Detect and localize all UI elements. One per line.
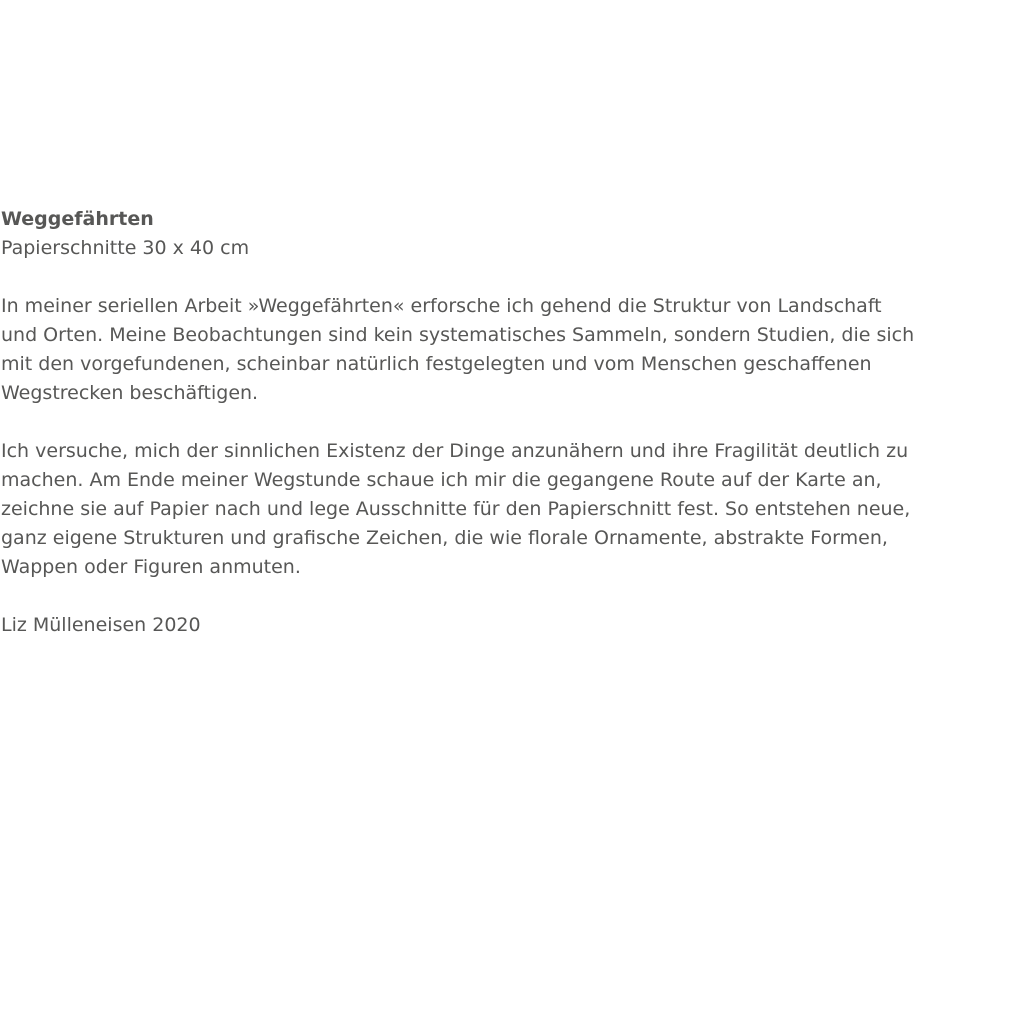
paragraph-intro: In meiner seriellen Arbeit »Weggefährten« erforsche ich gehend die Struktur von Landschaft und Orten. Meine Beobachtungen sind kein systematisches Sammeln, sondern Studien, die sich mit den vorgefundenen, scheinbar natürlich festgelegten und vom Menschen geschaffenen Wegstrecken beschäftigen. [1,295,915,404]
author-credit: Liz Mülleneisen 2020 [1,614,201,636]
paragraph-process: Ich versuche, mich der sinnlichen Existenz der Dinge anzunähern und ihre Fragilität deutlich zu machen. Am Ende meiner Wegstunde schaue ich mir die gegangene Route auf der Karte an, zeichne sie auf Papier nach und lege Ausschnitte für den Papierschnitt fest. So entstehen neue, ganz eigene Strukturen und grafische Zeichen, die wie florale Ornamente, abstrakte Formen, Wappen oder Figuren anmuten. [1,440,911,578]
document-title: Weggefährten [1,208,154,230]
document-body [1,205,1016,640]
document-subtitle: Papierschnitte 30 x 40 cm [1,237,250,259]
